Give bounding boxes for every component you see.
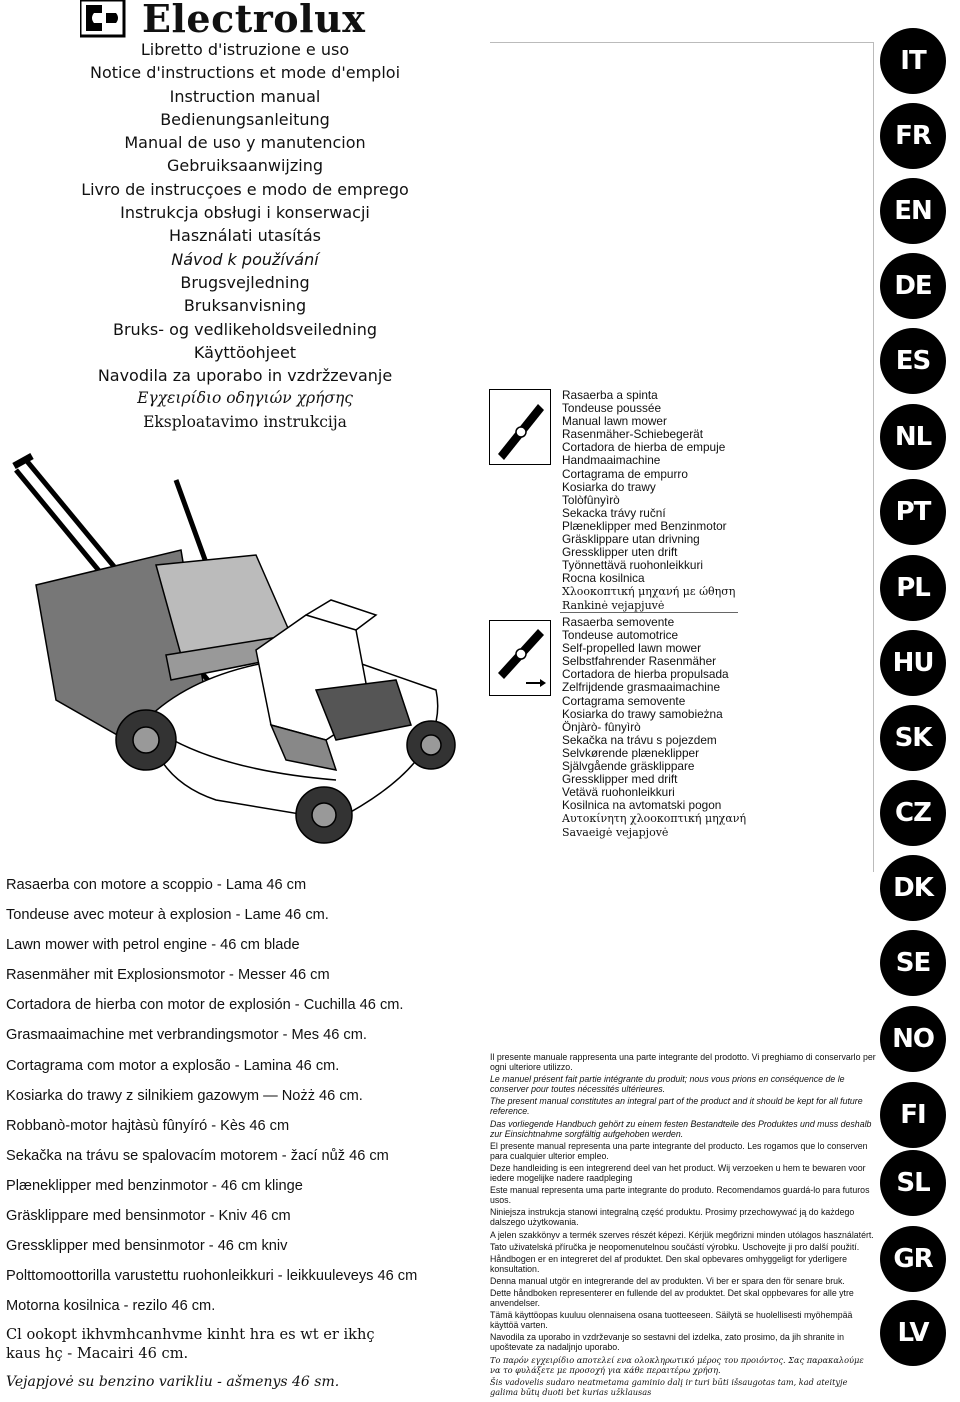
product-description: Plæneklipper med benzinmotor - 46 cm klinge — [6, 1177, 303, 1194]
manual-title: Instrukcja obsługi i konserwacji — [120, 203, 370, 223]
product-description: Gräsklippare med bensinmotor - Kniv 46 cm — [6, 1208, 291, 1225]
language-badge-fi: FI — [880, 1082, 946, 1148]
manual-title: Notice d'instructions et mode d'emploi — [89, 63, 401, 83]
retention-note: Tämä käyttöopas kuuluu olennaisena osana tuotteeseen. Säilytä se huolellisesti myöhempää käyttöä varten. — [490, 1310, 853, 1331]
manual-title: Használati utasítás — [169, 226, 321, 246]
self-propelled-label: Savaeigė vejapjovė — [562, 825, 669, 839]
language-badge-no: NO — [880, 1006, 946, 1072]
self-propelled-label: Tondeuse automotrice — [562, 628, 679, 643]
retention-note: Il presente manuale rappresenta una parte integrante del prodotto. Vi preghiamo di conservarlo per ogni ulteriore utilizzo. — [490, 1052, 876, 1073]
retention-note: Tato uživatelská příručka je neopomenutelnou součástí výrobku. Uschovejte ji pro další použití. — [490, 1241, 860, 1252]
push-label: Cortadora de hierba de empuje — [562, 440, 726, 455]
product-description: Vejapjovė su benzino varikliu - ašmenys 46 sm. — [6, 1374, 340, 1391]
self-propelled-label: Cortagrama semovente — [562, 693, 686, 708]
self-propelled-label: Kosiarka do trawy samobieżna — [562, 706, 723, 721]
retention-note: Håndbogen er en integreret del af produktet. Den skal opbevares omhyggeligt for yderligere konsultation. — [490, 1253, 847, 1274]
self-propelled-label: Rasaerba semovente — [562, 615, 675, 629]
self-propelled-labels — [562, 616, 746, 839]
push-label: Plæneklipper med Benzinmotor — [562, 518, 727, 533]
product-description: Tondeuse avec moteur à explosion - Lame 46 cm. — [6, 907, 329, 924]
manual-title: Käyttöohjeet — [193, 342, 297, 362]
product-description: Cortadora de hierba con motor de explosión - Cuchilla 46 cm. — [6, 997, 404, 1014]
self-propelled-label: Self-propelled lawn mower — [562, 641, 702, 656]
self-propelled-label: Zelfrijdende grasmaaimachine — [562, 680, 721, 695]
self-propelled-label: Αυτοκίνητη χλοοκοπτική μηχανή — [562, 812, 747, 826]
language-badge-de: DE — [880, 253, 946, 319]
retention-note: Šis vadovelis sudaro neatmetama gaminio dalį ir turi būti išsaugotas tam, kad ateityje galima būtų duoti bet kurias užklausas — [490, 1376, 848, 1397]
retention-note: Denna manual utgör en integrerande del av produkten. Vi ber er spara den för senare bruk. — [490, 1275, 845, 1286]
panel-separator — [560, 612, 738, 613]
manual-title: Libretto d'istruzione e uso — [140, 40, 350, 59]
manual-title: Navodila za uporabo in vzdržzevanje — [97, 366, 393, 386]
retention-note: The present manual constitutes an integral part of the product and it should be kept for all future reference. — [490, 1096, 863, 1117]
manual-title: Bedienungsanleitung — [160, 109, 330, 129]
push-label: Työnnettävä ruohonleikkuri — [562, 558, 703, 573]
language-badge-gr: GR — [880, 1226, 946, 1292]
retention-note: A jelen szakkönyv a termék szerves részét képezi. Kérjük megőrizni minden utólagos használatért. — [490, 1229, 874, 1240]
push-label: Tondeuse poussée — [562, 401, 662, 416]
language-badge-it: IT — [880, 28, 946, 94]
retention-note: Navodila za uporabo in vzdrževanje so sestavni del izdelka, zato prosimo, da jih shranite in upoštevate za nadaljnjo uporabo. — [490, 1332, 845, 1353]
language-badge-hu: HU — [880, 630, 946, 696]
lawn-mower-illustration — [6, 440, 462, 860]
manual-title: Instruction manual — [169, 86, 321, 106]
self-propelled-label: Selbstfahrender Rasenmäher — [562, 654, 717, 669]
product-description: Polttomoottorilla varustettu ruohonleikkuri - leikkuuleveys 46 cm — [6, 1268, 418, 1285]
retention-note: Este manual representa uma parte integrante do produto. Recomendamos guardá-lo para futuros usos. — [490, 1185, 870, 1206]
push-label: Rasaerba a spinta — [562, 388, 658, 402]
push-label: Sekacka trávy ruční — [562, 505, 666, 520]
product-description: Motorna kosilnica - rezilo 46 cm. — [6, 1298, 216, 1315]
language-badge-se: SE — [880, 930, 946, 996]
manual-titles — [60, 38, 430, 434]
product-description: Cl ookopt ikhvmhcanhvme kinht hra es wt er ikhç kaus hç - Macairi 46 cm. — [6, 1326, 375, 1363]
language-badge-cz: CZ — [880, 780, 946, 846]
manual-title: Eksploatavimo instrukcija — [143, 412, 347, 431]
product-descriptions — [6, 874, 476, 1402]
language-badge-en: EN — [880, 178, 946, 244]
retention-note: El presente manual representa una parte integrante del producto. Les rogamos que lo conserven para cualquier ulterior empleo. — [490, 1140, 868, 1161]
language-badge-es: ES — [880, 328, 946, 394]
retention-note: Dette håndboken representerer en fullende del av produktet. Det skal oppbevares for alle ytre anvendelser. — [490, 1287, 854, 1309]
self-propelled-label: Kosilnica na avtomatski pogon — [562, 798, 722, 813]
push-label: Kosiarka do trawy — [562, 479, 656, 494]
push-label: Cortagrama de empurro — [562, 466, 688, 481]
language-badge-dk: DK — [880, 855, 946, 921]
self-propelled-label: Sekačka na trávu s pojezdem — [562, 732, 717, 747]
push-label: Rocna kosilnica — [562, 571, 645, 586]
manual-title: Brugsvejledning — [180, 272, 310, 292]
manual-title: Návod k používání — [171, 249, 319, 269]
retention-note: Deze handleiding is een integrerend deel van het product. Wij verzoeken u hem te bewaren voor iedere mogelijke nadere raadpleging — [490, 1162, 866, 1184]
push-label: Gräsklippare utan drivning — [562, 532, 700, 547]
self-propelled-blade-icon — [489, 620, 551, 696]
manual-retention-notes — [490, 1052, 876, 1399]
product-description: Grasmaaimachine met verbrandingsmotor - Mes 46 cm. — [6, 1027, 367, 1044]
push-label: Manual lawn mower — [562, 414, 667, 429]
self-propelled-label: Cortadora de hierba propulsada — [562, 667, 729, 682]
self-propelled-label: Selvkørende plæneklipper — [562, 745, 700, 760]
push-label: Tolòfûnyìrò — [562, 492, 620, 507]
product-description: Rasaerba con motore a scoppio - Lama 46 cm — [6, 877, 307, 893]
push-label: Rankinė vejapjuvė — [562, 598, 665, 612]
language-badge-pl: PL — [880, 555, 946, 621]
manual-title: Εγχειρίδιο οδηγιών χρήσης — [137, 389, 353, 408]
manual-title: Manual de uso y manutencion — [124, 133, 366, 153]
language-badge-fr: FR — [880, 103, 946, 169]
product-description: Rasenmäher mit Explosionsmotor - Messer 46 cm — [6, 967, 330, 984]
retention-note: Niniejsza instrukcja stanowi integralną część produktu. Prosimy przechowywać ją do każdego dalszego użytkowania. — [490, 1207, 855, 1228]
manual-title: Bruksanvisning — [183, 296, 307, 316]
electrolux-logo — [80, 0, 382, 40]
self-propelled-label: Självgående gräsklippare — [562, 759, 695, 774]
product-description: Robbanò-motor hajtàsù fûnyíró - Kès 46 cm — [6, 1117, 290, 1134]
product-description: Kosiarka do trawy z silnikiem gazowym — Nożż 46 cm. — [6, 1087, 363, 1104]
push-mower-labels — [562, 389, 735, 612]
manual-title: Livro de instrucçoes e modo de emprego — [81, 179, 409, 199]
self-propelled-label: Vetävä ruohonleikkuri — [562, 785, 675, 800]
push-label: Gressklipper uten drift — [562, 545, 678, 560]
push-label: Rasenmäher-Schiebegerät — [562, 427, 703, 442]
language-badge-lv: LV — [880, 1300, 946, 1366]
language-badge-sk: SK — [880, 705, 946, 771]
retention-note: Το παρόν εγχειρίδιο αποτελεί ενα ολοκληρωτικό μέρος του προιόντος. Σας παρακαλούμε να το φυλάξετε με προσοχή για κάθε περαιτέρω χρήση. — [490, 1354, 864, 1375]
self-propelled-label: Önjàrò- fûnyìrò — [562, 719, 641, 734]
self-propelled-label: Gressklipper med drift — [562, 772, 678, 787]
frame-right-rule — [873, 42, 874, 872]
manual-title: Gebruiksaanwijzing — [166, 156, 324, 176]
product-description: Cortagrama com motor a explosão - Lamina 46 cm. — [6, 1057, 340, 1074]
electrolux-emblem-icon — [80, 0, 130, 38]
product-description: Gressklipper med bensinmotor - 46 cm kniv — [6, 1238, 288, 1255]
manual-title: Bruks- og vedlikeholdsveiledning — [112, 319, 378, 339]
push-label: Handmaaimachine — [562, 453, 661, 468]
retention-note: Das vorliegende Handbuch gehört zu einem festen Bestandteile des Produktes und muss deshalb zur Einsichtnahme sorgfältig aufgehoben werden. — [490, 1118, 872, 1139]
language-badge-nl: NL — [880, 404, 946, 470]
push-label: Χλοοκοπτική μηχανή με ώθηση — [562, 585, 736, 599]
brand-name: Electrolux — [142, 0, 366, 41]
language-badge-pt: PT — [880, 479, 946, 545]
push-mower-blade-icon — [489, 389, 551, 465]
language-badge-sl: SL — [880, 1150, 946, 1216]
frame-top-rule — [490, 42, 873, 43]
retention-note: Le manuel présent fait partie intégrante du produit; nous vous prions en conséquence de le conserver pour toutes nécessités ultérieures. — [490, 1074, 845, 1095]
product-description: Lawn mower with petrol engine - 46 cm blade — [6, 937, 300, 954]
product-description: Sekačka na trávu se spalovacím motorem - žací nůž 46 cm — [6, 1147, 389, 1164]
